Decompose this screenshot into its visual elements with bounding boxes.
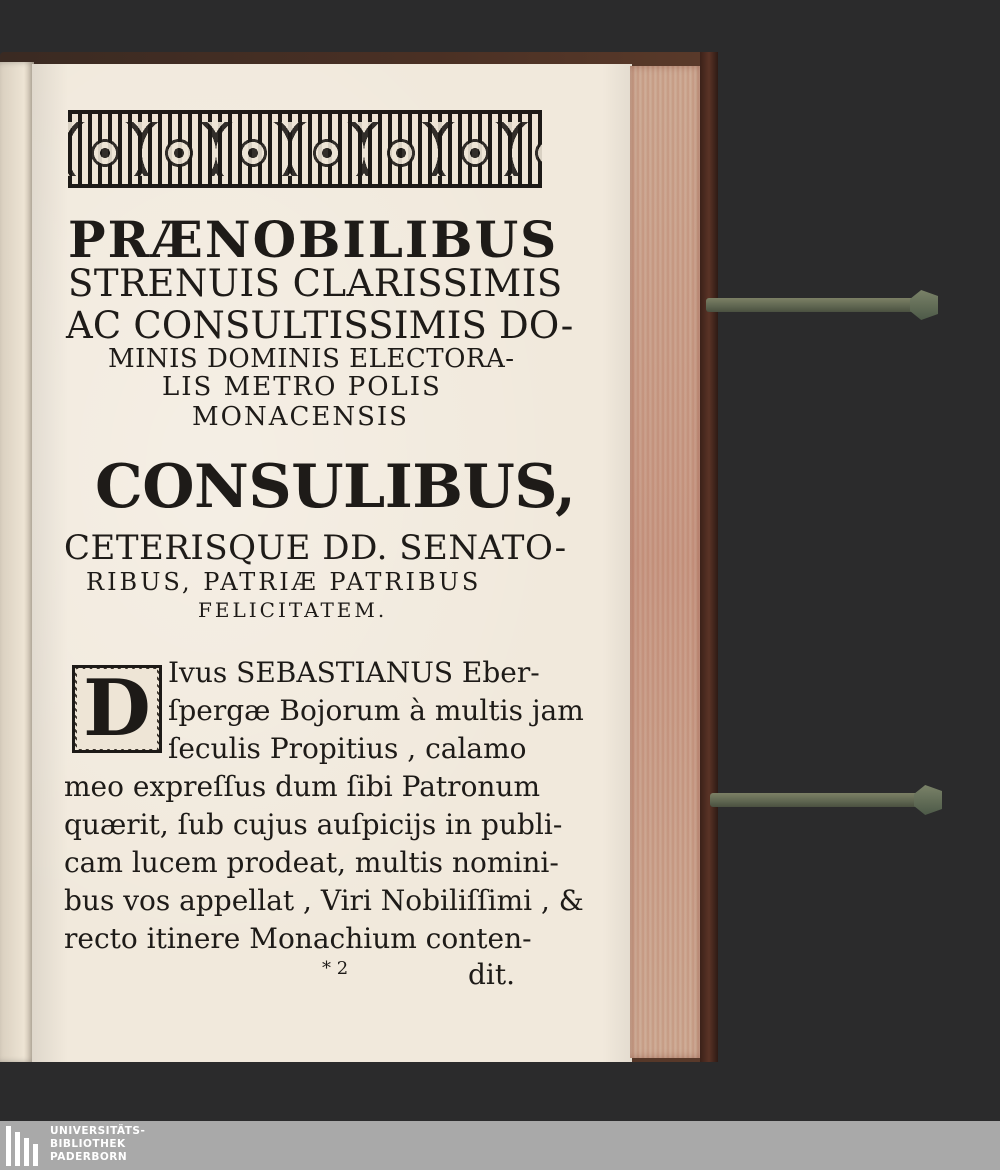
body-line: quærit, ſub cujus auſpicijs in publi- — [64, 808, 563, 841]
body-line: meo expreſſus dum ſibi Patronum — [64, 770, 541, 803]
heading-line: MONACENSIS — [192, 402, 409, 432]
library-banner — [0, 1121, 1000, 1170]
heading-consulibus: CONSULIBUS, — [95, 452, 576, 522]
body-line: ſpergæ Bojorum à multis jam — [168, 694, 584, 727]
clasp-top — [706, 290, 938, 318]
signature-mark: * 2 — [322, 958, 349, 979]
body-line: Ivus SEBASTIANUS Eber- — [168, 656, 540, 689]
page-edges — [630, 66, 700, 1058]
clasp-bottom — [710, 785, 942, 813]
heading-line: CETERISQUE DD. SENATO- — [64, 528, 567, 568]
library-name-line: BIBLIOTHEK — [50, 1138, 126, 1150]
heading-line: STRENUIS CLARISSIMIS — [68, 262, 563, 305]
heading-line: AC CONSULTISSIMIS DO- — [66, 304, 574, 347]
heading-line: MINIS DOMINIS ELECTORA- — [108, 344, 515, 374]
library-name — [50, 1125, 145, 1164]
cover-edge — [700, 52, 718, 1062]
body-line: bus vos appellat , Viri Nobiliſſimi , & — [64, 884, 584, 917]
heading-line: LIS METRO POLIS — [162, 372, 442, 402]
left-page-edge — [0, 62, 34, 1062]
body-line: recto itinere Monachium conten- — [64, 922, 532, 955]
heading-line: PRÆNOBILIBUS — [68, 210, 559, 269]
body-line: ſeculis Propitius , calamo — [168, 732, 527, 765]
decorated-initial — [72, 665, 162, 753]
heading-line: RIBUS, PATRIÆ PATRIBUS — [86, 568, 482, 596]
heading-line: FELICITATEM. — [198, 598, 388, 622]
body-line: cam lucem prodeat, multis nomini- — [64, 846, 559, 879]
library-name-line: PADERBORN — [50, 1151, 128, 1163]
library-name-line: UNIVERSITÄTS- — [50, 1125, 146, 1137]
library-logo-icon — [6, 1126, 46, 1166]
catchword: dit. — [468, 958, 516, 991]
decorative-headpiece — [68, 110, 542, 188]
initial-letter: D — [77, 669, 157, 749]
